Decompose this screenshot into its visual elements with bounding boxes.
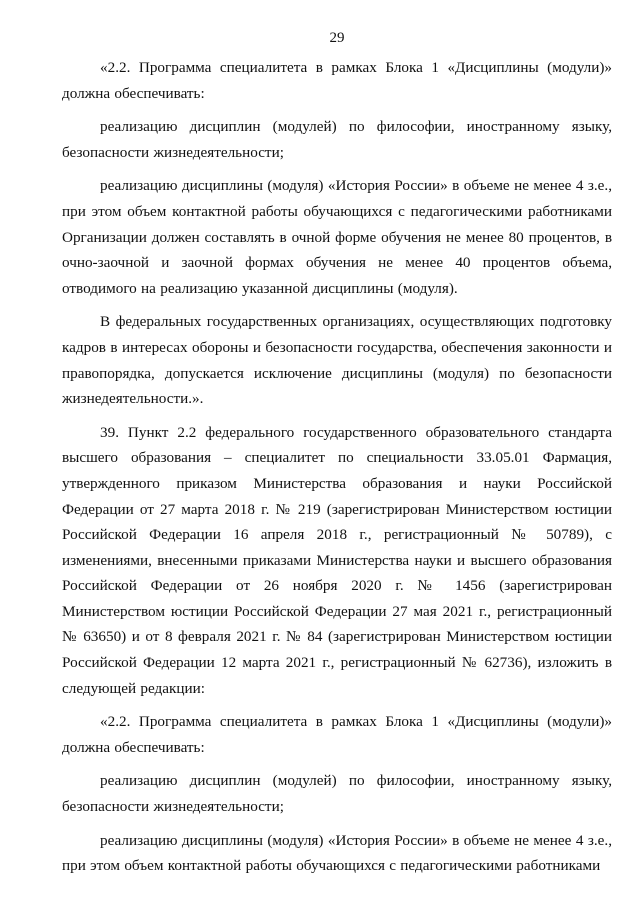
paragraph: «2.2. Программа специалитета в рамках Блока 1 «Дисциплины (модули)» должна обеспечивать: [62,59,612,102]
page-number: 29 [329,30,345,46]
paragraph: 39. Пункт 2.2 федерального государственного образовательного стандарта высшего образования – специалитет по специальности 33.05.01 Фармация, утвержденного приказом Министерства образования и науки Российской Федерации от 27 марта 2018 г. № 219 (зарегистрирован Министерством юстиции Российской Федерации 16 апреля 2018 г., регистрационный № 50789), с изменениями, внесенными приказами Министерства науки и высшего образования Российской Федерации от 26 ноября 2020 г. № 1456 (зарегистрирован Министерством юстиции Российской Федерации 27 мая 2021 г., регистрационный № 63650) и от 8 февраля 2021 г. № 84 (зарегистрирован Министерством юстиции Российской Федерации 12 марта 2021 г., регистрационный № 62736), изложить в следующей редакции: [62,423,612,697]
paragraph: реализацию дисциплин (модулей) по философии, иностранному языку, безопасности жизнедеятельности; [62,772,612,816]
paragraph: реализацию дисциплин (модулей) по философии, иностранному языку, безопасности жизнедеятельности; [62,118,612,161]
paragraph: «2.2. Программа специалитета в рамках Блока 1 «Дисциплины (модули)» должна обеспечивать: [62,713,612,756]
paragraph: В федеральных государственных организациях, осуществляющих подготовку кадров в интересах обороны и безопасности государства, обеспечения законности и правопорядка, допускается исключение дисциплины (модуля) по безопасности жизнедеятельности.». [62,313,612,408]
paragraph: реализацию дисциплины (модуля) «История России» в объеме не менее 4 з.е., при этом объем контактной работы обучающихся с педагогическими работниками Организации должен составлять в очной форме обучения не менее 80 процентов, в очно-заочной и заочной формах обучения не менее 40 процентов объема, отводимого на реализацию указанной дисциплины (модуля). [62,177,612,297]
paragraph: реализацию дисциплины (модуля) «История России» в объеме не менее 4 з.е., при этом объем контактной работы обучающихся с педагогическими работниками [62,831,612,875]
